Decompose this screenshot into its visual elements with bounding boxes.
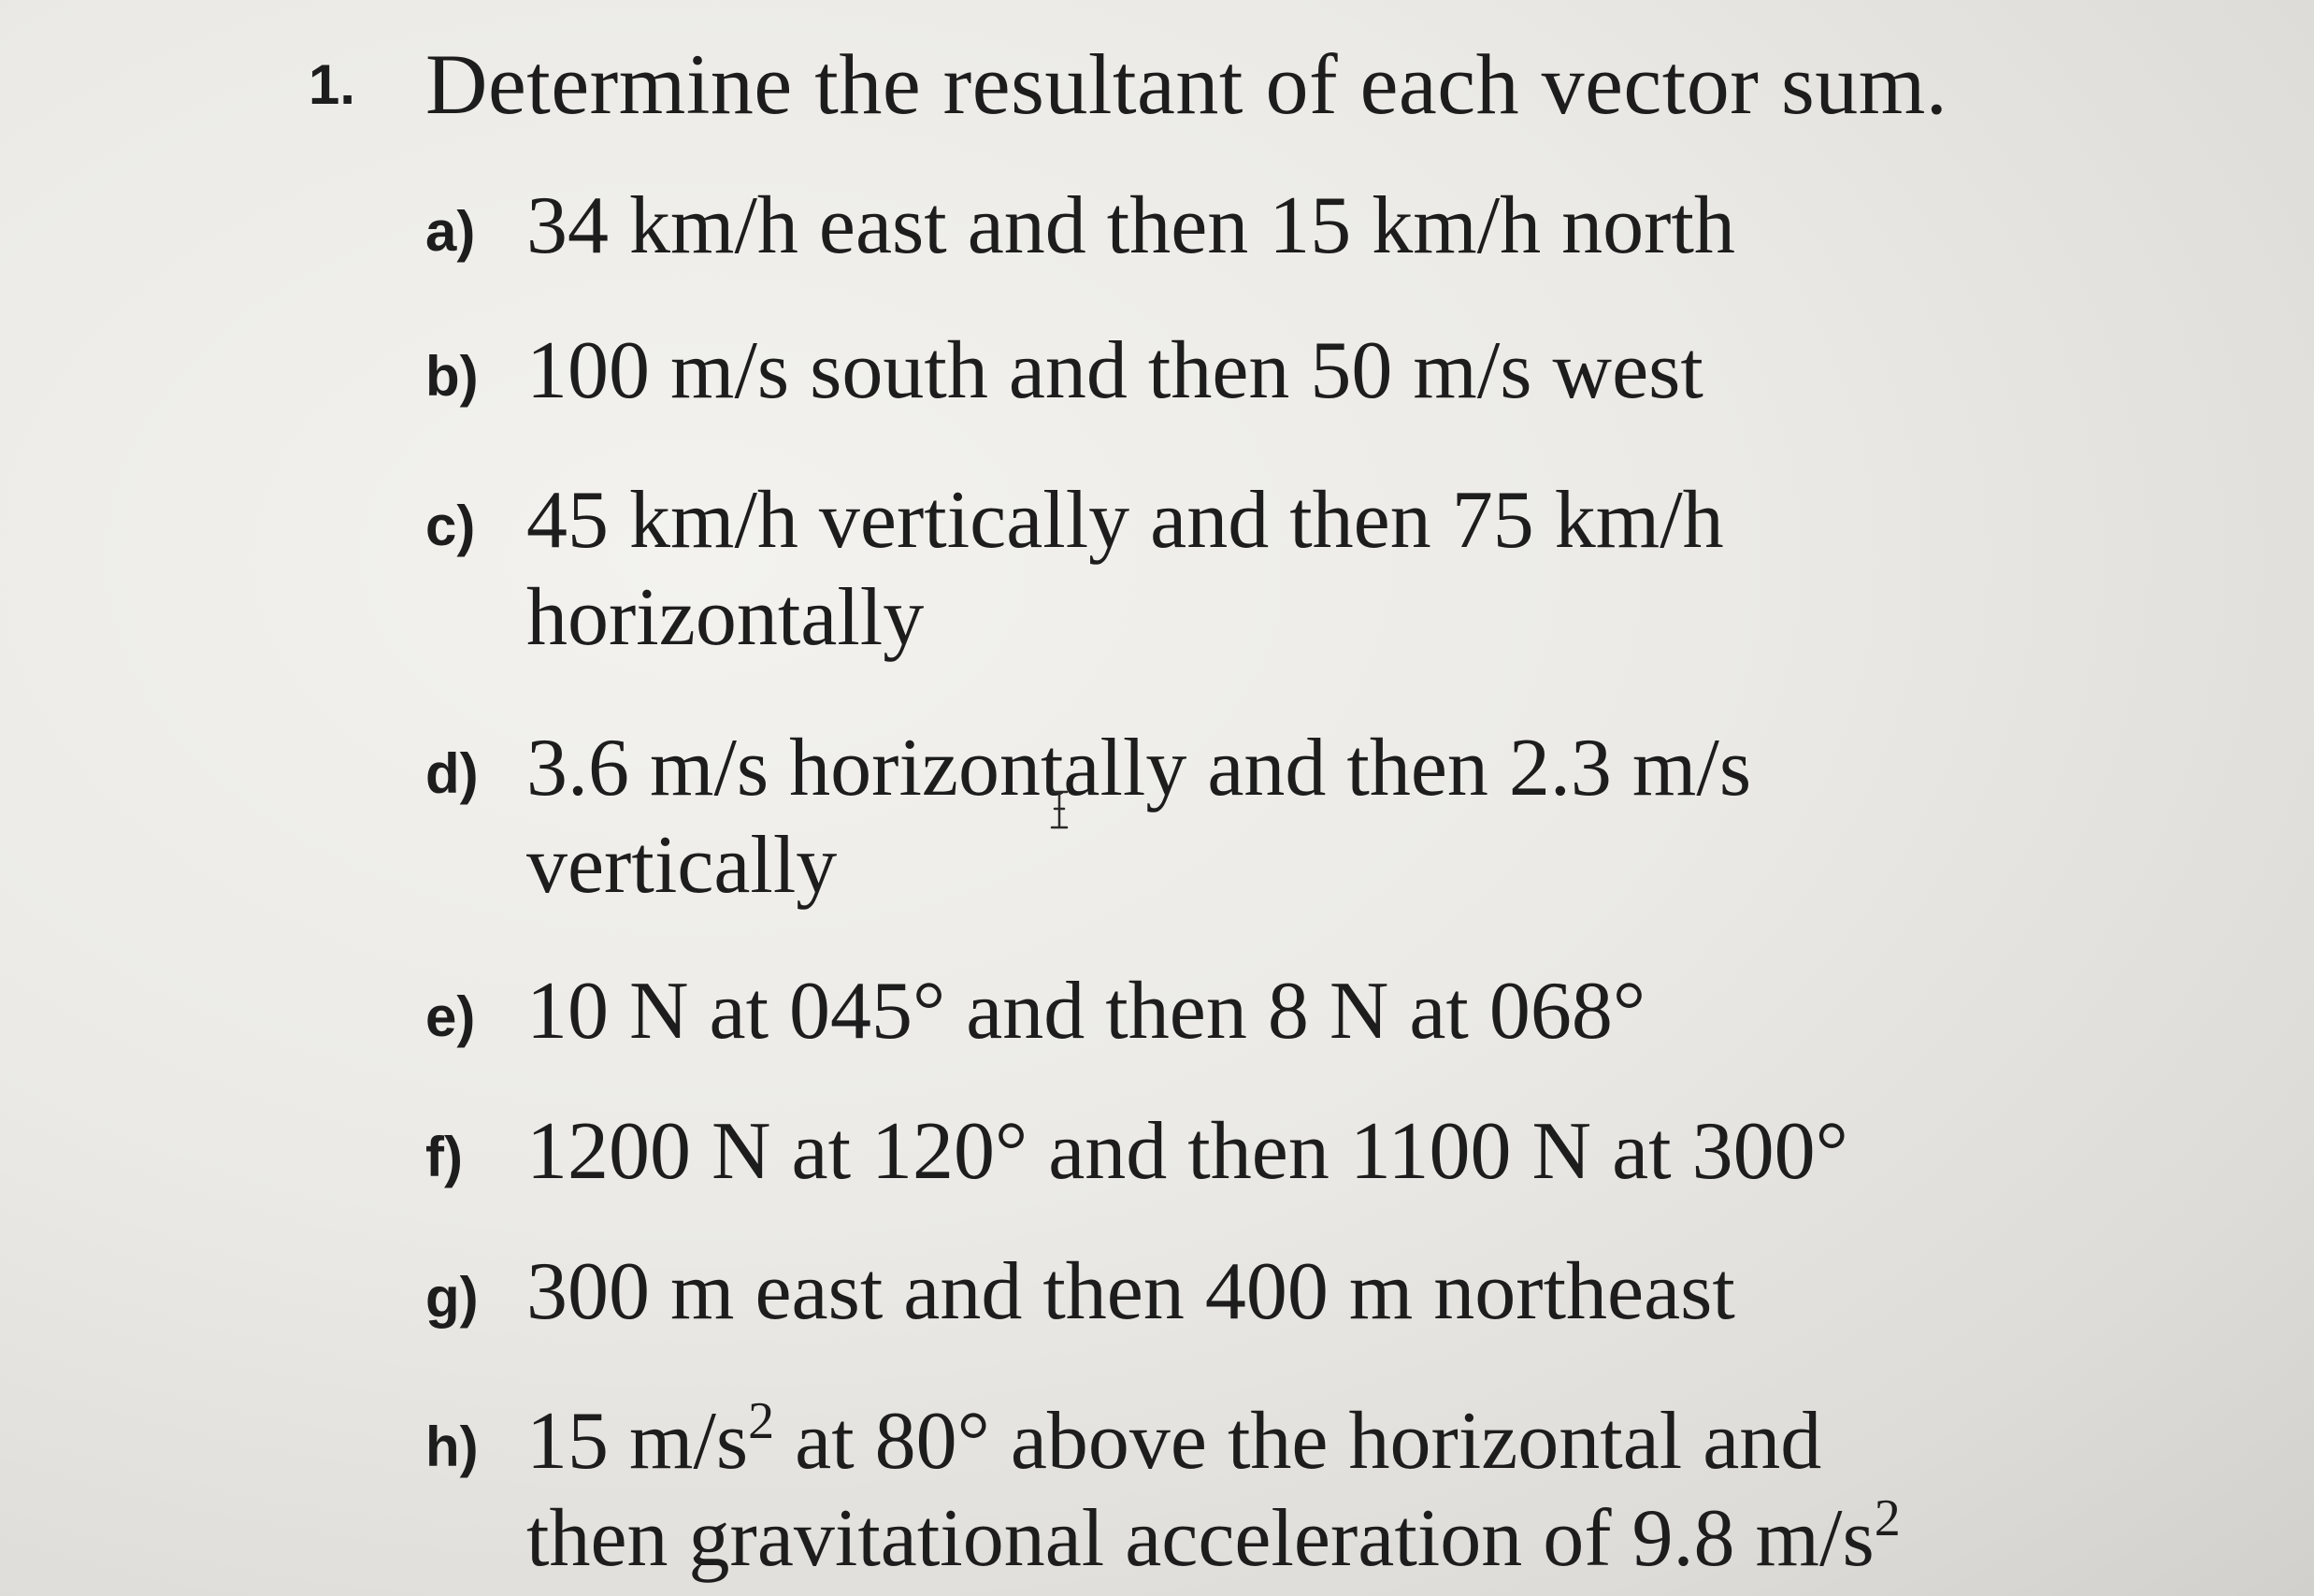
item-text [526,720,1751,914]
item-text [526,472,1724,667]
list-item-d [425,720,1751,914]
item-line [526,1393,1901,1490]
item-letter: d) [425,742,479,805]
i-beam-cursor-icon [1049,790,1070,829]
list-item-f [425,1103,1848,1206]
problem-header [309,28,1947,140]
list-item-a [425,178,1735,280]
item-letter: c) [425,495,476,557]
item-letter: h) [425,1416,479,1478]
problem-number: 1. [309,52,356,116]
problem-title: Determine the resultant of each vector sum. [425,36,1948,132]
item-line: 300 m east and then 400 m northeast [526,1246,1735,1337]
list-item-b [425,323,1703,425]
item-text [526,1103,1848,1201]
item-line: 10 N at 045° and then 8 N at 068° [526,966,1646,1057]
list-item-c [425,472,1724,667]
item-letter: g) [425,1266,479,1329]
item-line-text: 15 m/s [526,1396,749,1487]
item-line-text: at 80° above the horizontal and [774,1396,1822,1487]
item-line [526,1490,1901,1588]
item-line: 100 m/s south and then 50 m/s west [526,325,1703,416]
item-text [526,178,1735,275]
item-text [526,323,1703,420]
item-text [526,1393,1901,1588]
item-letter: b) [425,345,479,408]
item-letter: a) [425,200,476,263]
item-line-text: then gravitational acceleration of 9.8 m/s [526,1493,1875,1584]
item-line: vertically [526,820,838,911]
list-item-g [425,1244,1735,1346]
item-line: horizontally [526,572,925,663]
item-text [526,1244,1735,1341]
list-item-h [425,1393,1901,1588]
item-text [526,963,1646,1060]
item-letter: f) [425,1126,463,1188]
item-line: 1200 N at 120° and then 1100 N at 300° [526,1106,1848,1197]
item-line: 45 km/h vertically and then 75 km/h [526,475,1724,566]
list-item-e [425,963,1646,1066]
superscript: 2 [1874,1489,1901,1547]
item-line: 3.6 m/s horizontally and then 2.3 m/s [526,723,1752,813]
superscript: 2 [748,1392,775,1450]
item-letter: e) [425,985,476,1048]
item-line: 34 km/h east and then 15 km/h north [526,180,1735,271]
